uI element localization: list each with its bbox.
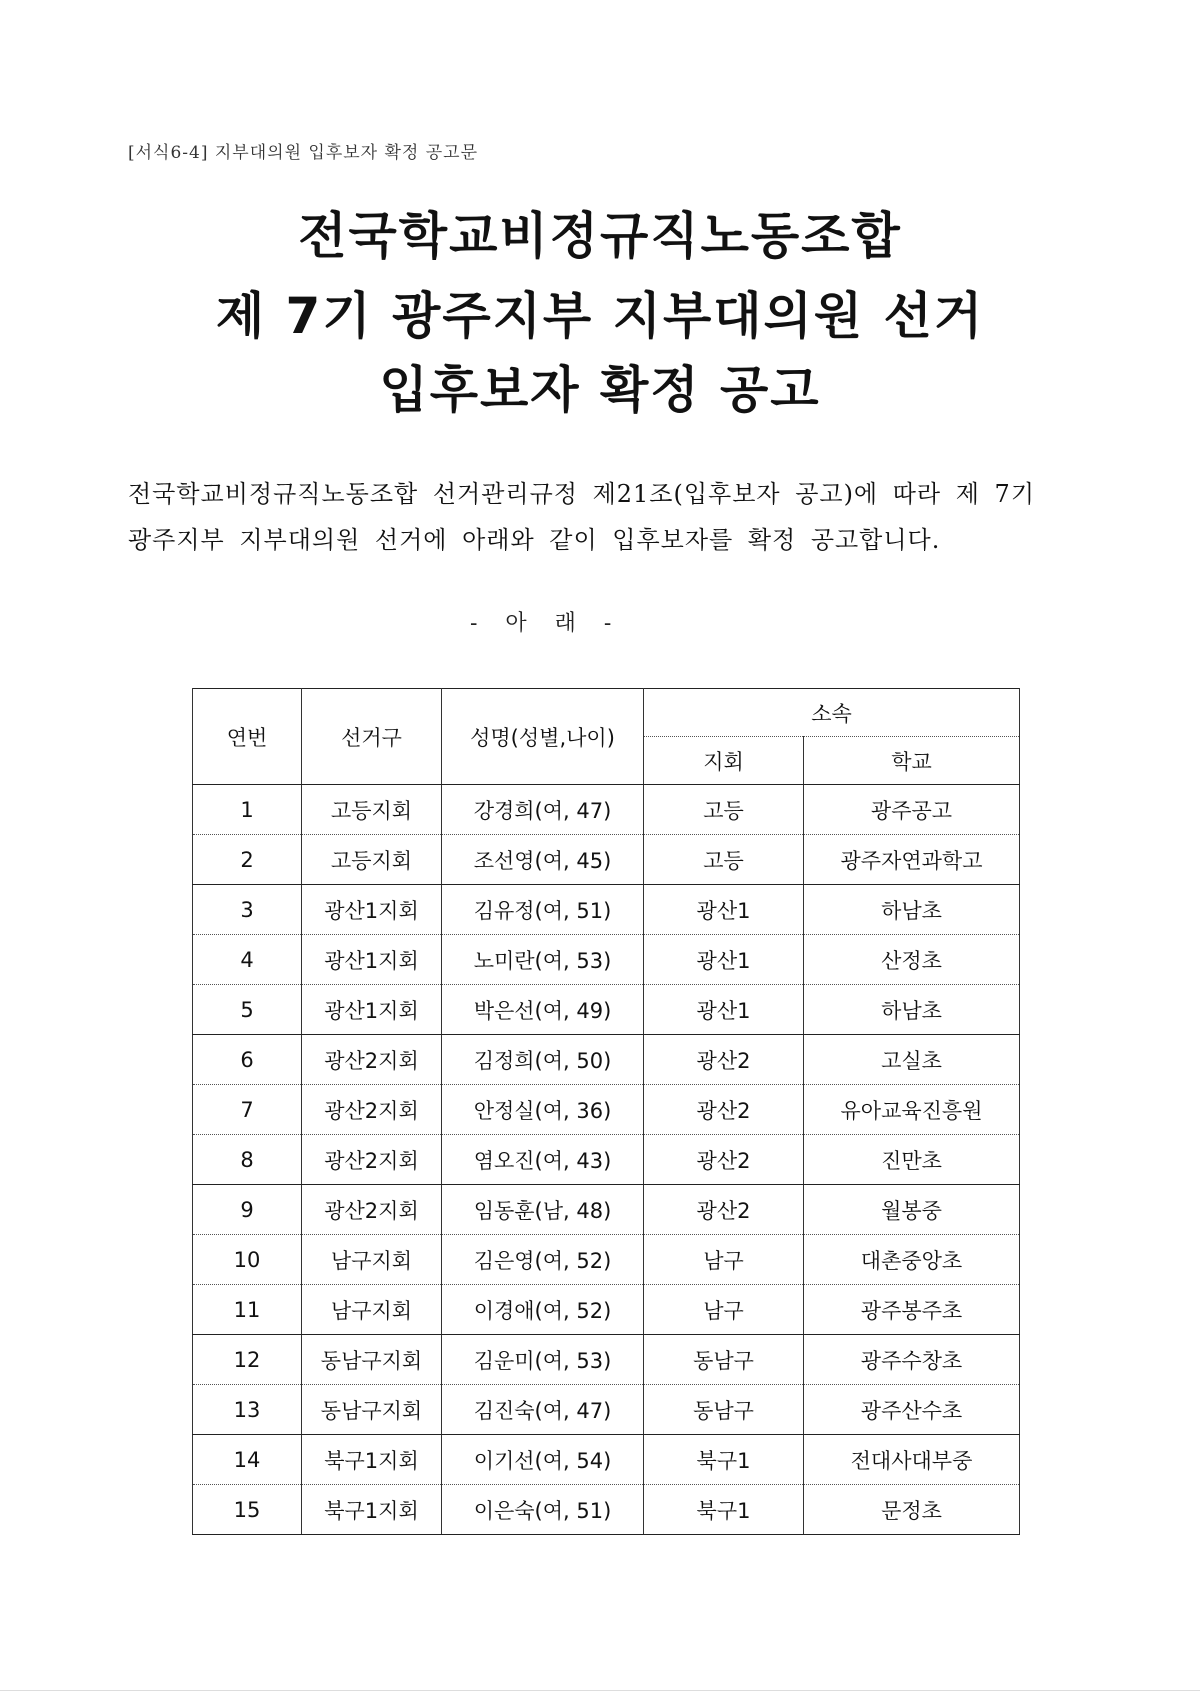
cell-no: 12 (193, 1335, 302, 1385)
cell-name: 이은숙(여, 51) (442, 1485, 644, 1535)
cell-district: 동남구지회 (302, 1385, 442, 1435)
cell-name: 노미란(여, 53) (442, 935, 644, 985)
cell-name: 임동훈(남, 48) (442, 1185, 644, 1235)
cell-name: 김은영(여, 52) (442, 1235, 644, 1285)
cell-school: 고실초 (804, 1035, 1020, 1085)
cell-no: 13 (193, 1385, 302, 1435)
cell-branch: 북구1 (644, 1435, 804, 1485)
cell-no: 14 (193, 1435, 302, 1485)
cell-branch: 광산2 (644, 1085, 804, 1135)
cell-school: 광주수창초 (804, 1335, 1020, 1385)
cell-district: 남구지회 (302, 1285, 442, 1335)
table-row (193, 1185, 1020, 1235)
cell-branch: 남구 (644, 1235, 804, 1285)
title-line-2: 제 7기 광주지부 지부대의원 선거 (215, 287, 985, 345)
form-label: [서식6-4] 지부대의원 입후보자 확정 공고문 (128, 143, 479, 163)
title-line-1: 전국학교비정규직노동조합 (298, 207, 902, 265)
cell-school: 광주자연과학고 (804, 835, 1020, 885)
header-affiliation: 소속 (644, 689, 1020, 737)
cell-district: 광산2지회 (302, 1185, 442, 1235)
cell-district: 동남구지회 (302, 1335, 442, 1385)
cell-branch: 광산1 (644, 985, 804, 1035)
cell-branch: 광산2 (644, 1035, 804, 1085)
cell-district: 광산1지회 (302, 935, 442, 985)
cell-no: 9 (193, 1185, 302, 1235)
cell-school: 광주공고 (804, 785, 1020, 835)
cell-district: 고등지회 (302, 785, 442, 835)
header-district: 선거구 (302, 689, 442, 785)
cell-no: 6 (193, 1035, 302, 1085)
cell-branch: 광산2 (644, 1135, 804, 1185)
cell-name: 염오진(여, 43) (442, 1135, 644, 1185)
cell-name: 조선영(여, 45) (442, 835, 644, 885)
cell-no: 15 (193, 1485, 302, 1535)
cell-name: 김정희(여, 50) (442, 1035, 644, 1085)
table-row (193, 1085, 1020, 1135)
cell-district: 광산1지회 (302, 985, 442, 1035)
cell-name: 김유정(여, 51) (442, 885, 644, 935)
cell-branch: 고등 (644, 785, 804, 835)
page-bottom-divider (0, 1690, 1200, 1691)
table-row (193, 885, 1020, 935)
cell-branch: 광산2 (644, 1185, 804, 1235)
cell-no: 7 (193, 1085, 302, 1135)
cell-no: 1 (193, 785, 302, 835)
table-row (193, 1335, 1020, 1385)
cell-branch: 남구 (644, 1285, 804, 1335)
cell-district: 광산2지회 (302, 1035, 442, 1085)
cell-school: 광주봉주초 (804, 1285, 1020, 1335)
table-row (193, 1385, 1020, 1435)
cell-branch: 동남구 (644, 1335, 804, 1385)
cell-name: 안정실(여, 36) (442, 1085, 644, 1135)
cell-no: 5 (193, 985, 302, 1035)
cell-name: 김진숙(여, 47) (442, 1385, 644, 1435)
cell-school: 대촌중앙초 (804, 1235, 1020, 1285)
table-row (193, 1135, 1020, 1185)
candidate-table (192, 688, 1020, 1535)
cell-school: 전대사대부중 (804, 1435, 1020, 1485)
table-row (193, 1485, 1020, 1535)
cell-district: 북구1지회 (302, 1485, 442, 1535)
header-branch: 지회 (644, 737, 804, 785)
cell-branch: 광산1 (644, 935, 804, 985)
cell-district: 고등지회 (302, 835, 442, 885)
cell-no: 8 (193, 1135, 302, 1185)
cell-name: 김운미(여, 53) (442, 1335, 644, 1385)
cell-no: 11 (193, 1285, 302, 1335)
cell-branch: 광산1 (644, 885, 804, 935)
body-paragraph-line-2: 광주지부 지부대의원 선거에 아래와 같이 입후보자를 확정 공고합니다. (128, 526, 941, 554)
body-paragraph-line-1: 전국학교비정규직노동조합 선거관리규정 제21조(입후보자 공고)에 따라 제 7기 (128, 480, 1036, 508)
title-line-3: 입후보자 확정 공고 (379, 361, 821, 419)
table-header (193, 689, 1020, 785)
cell-school: 하남초 (804, 985, 1020, 1035)
cell-no: 2 (193, 835, 302, 885)
cell-school: 하남초 (804, 885, 1020, 935)
cell-school: 유아교육진흥원 (804, 1085, 1020, 1135)
cell-name: 이기선(여, 54) (442, 1435, 644, 1485)
cell-school: 광주산수초 (804, 1385, 1020, 1435)
cell-school: 산정초 (804, 935, 1020, 985)
cell-branch: 고등 (644, 835, 804, 885)
table-body (193, 785, 1020, 1535)
cell-name: 강경희(여, 47) (442, 785, 644, 835)
cell-district: 광산2지회 (302, 1085, 442, 1135)
cell-no: 4 (193, 935, 302, 985)
cell-district: 광산1지회 (302, 885, 442, 935)
table-row (193, 1035, 1020, 1085)
cell-branch: 북구1 (644, 1485, 804, 1535)
cell-school: 문정초 (804, 1485, 1020, 1535)
cell-district: 남구지회 (302, 1235, 442, 1285)
table-row (193, 985, 1020, 1035)
cell-school: 진만초 (804, 1135, 1020, 1185)
cell-school: 월봉중 (804, 1185, 1020, 1235)
header-no: 연번 (193, 689, 302, 785)
table-row (193, 1285, 1020, 1335)
table-row (193, 1235, 1020, 1285)
table-row (193, 935, 1020, 985)
table-row (193, 1435, 1020, 1485)
cell-no: 10 (193, 1235, 302, 1285)
cell-branch: 동남구 (644, 1385, 804, 1435)
header-school: 학교 (804, 737, 1020, 785)
header-name: 성명(성별,나이) (442, 689, 644, 785)
cell-name: 박은선(여, 49) (442, 985, 644, 1035)
cell-district: 북구1지회 (302, 1435, 442, 1485)
table-row (193, 785, 1020, 835)
cell-no: 3 (193, 885, 302, 935)
section-heading: - 아 래 - (470, 611, 612, 636)
cell-district: 광산2지회 (302, 1135, 442, 1185)
cell-name: 이경애(여, 52) (442, 1285, 644, 1335)
table-row (193, 835, 1020, 885)
